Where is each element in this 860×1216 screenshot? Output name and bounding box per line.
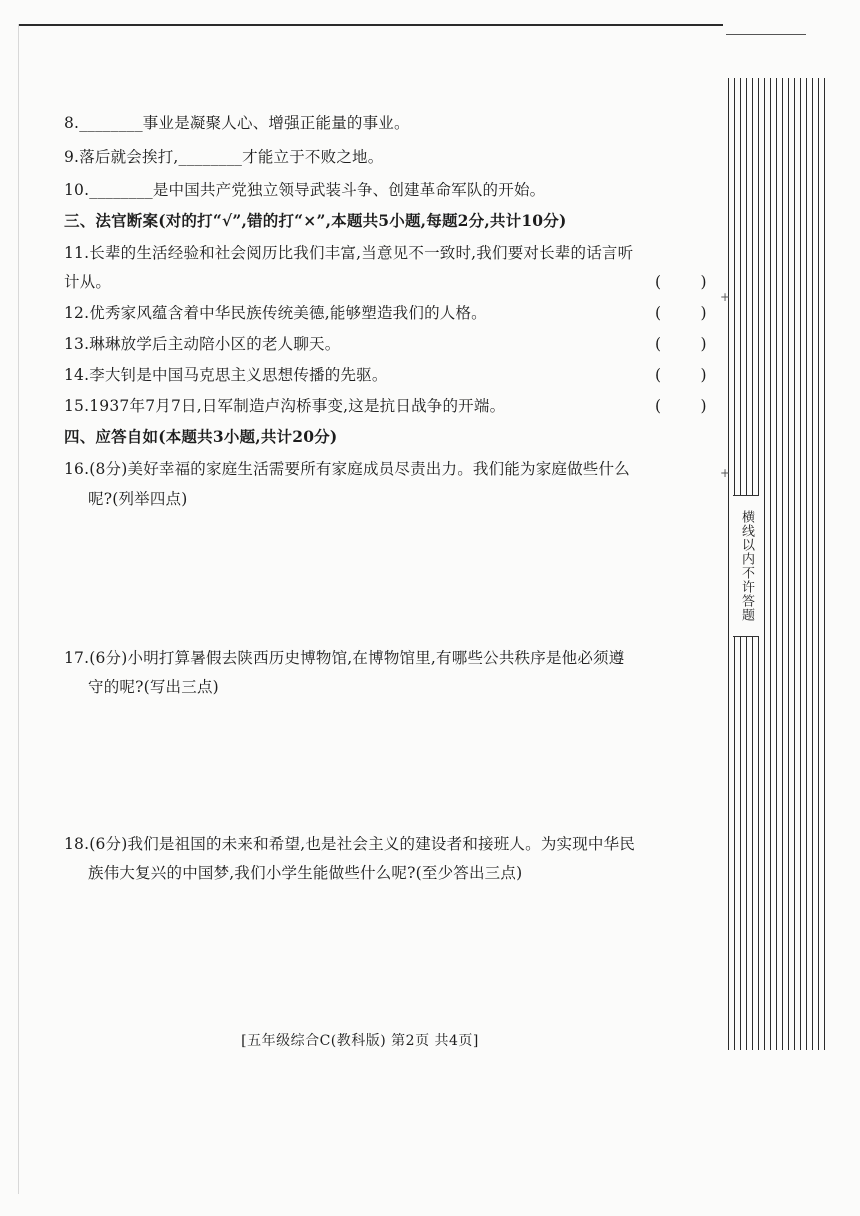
question-11: 11.长辈的生活经验和社会阅历比我们丰富,当意见不一致时,我们要对长辈的话言听: [64, 244, 634, 262]
question-17-cont: 守的呢?(写出三点): [88, 678, 219, 696]
margin-tick-mark: +: [720, 290, 731, 304]
answer-paren-13[interactable]: ( ): [655, 335, 707, 353]
binding-notice: 横线以内不许答题: [733, 495, 759, 637]
question-12: 12.优秀家风蕴含着中华民族传统美德,能够塑造我们的人格。: [64, 304, 487, 322]
question-14: 14.李大钊是中国马克思主义思想传播的先驱。: [64, 366, 388, 384]
question-9: 9.落后就会挨打,________才能立于不败之地。: [64, 148, 384, 166]
answer-paren-12[interactable]: ( ): [655, 304, 707, 322]
question-13: 13.琳琳放学后主动陪小区的老人聊天。: [64, 335, 341, 353]
page-top-edge-right: [726, 34, 806, 35]
section-4-title: 四、应答自如(本题共3小题,共计20分): [64, 427, 338, 446]
answer-paren-11[interactable]: ( ): [655, 273, 707, 291]
question-10: 10.________是中国共产党独立领导武装斗争、创建革命军队的开始。: [64, 181, 546, 199]
question-18: 18.(6分)我们是祖国的未来和希望,也是社会主义的建设者和接班人。为实现中华民: [64, 835, 636, 853]
question-11-cont: 计从。: [64, 273, 112, 291]
section-3-title: 三、法官断案(对的打“√”,错的打“×”,本题共5小题,每题2分,共计10分): [64, 211, 567, 230]
page-left-edge: [18, 24, 19, 1194]
question-16: 16.(8分)美好幸福的家庭生活需要所有家庭成员尽责出力。我们能为家庭做些什么: [64, 460, 630, 478]
page-top-edge: [18, 24, 723, 26]
margin-tick-mark: +: [720, 466, 731, 480]
question-8: 8.________事业是凝聚人心、增强正能量的事业。: [64, 114, 410, 132]
answer-paren-14[interactable]: ( ): [655, 366, 707, 384]
answer-paren-15[interactable]: ( ): [655, 397, 707, 415]
question-17: 17.(6分)小明打算暑假去陕西历史博物馆,在博物馆里,有哪些公共秩序是他必须遵: [64, 649, 625, 667]
question-15: 15.1937年7月7日,日军制造卢沟桥事变,这是抗日战争的开端。: [64, 397, 506, 415]
question-18-cont: 族伟大复兴的中国梦,我们小学生能做些什么呢?(至少答出三点): [88, 864, 523, 882]
question-16-cont: 呢?(列举四点): [88, 490, 188, 508]
page-footer: [五年级综合C(教科版) 第2页 共4页]: [241, 1033, 479, 1049]
